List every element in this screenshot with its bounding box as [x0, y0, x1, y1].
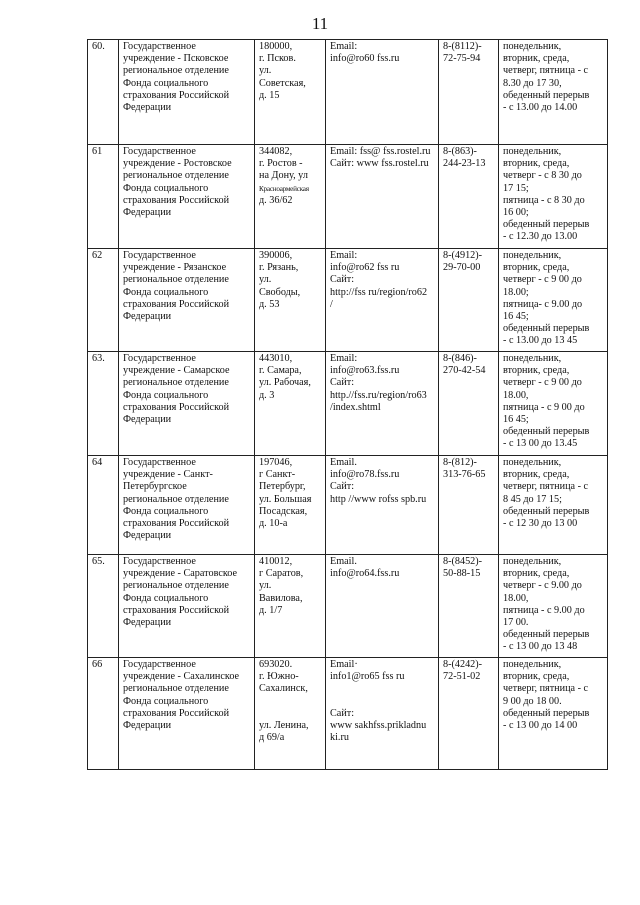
working-hours: понедельник, вторник, среда, четверг - с 8 30 до 17 15; пятница - с 8 30 до 16 00; обеденный перерыв - с 12.30 до 13.00 [499, 145, 608, 249]
row-number: 66 [88, 658, 119, 770]
contacts: Email. info@ro78.fss.ru Сайт: http //www rofss spb.ru [326, 456, 439, 555]
address: 197046, г Санкт- Петербург, ул. Большая Посадская, д. 10-а [255, 456, 326, 555]
address: 410012, г Саратов, ул. Вавилова, д. 1/7 [255, 555, 326, 658]
table-row [88, 555, 608, 658]
organization-name: Государственное учреждение - Санкт- Петербургское региональное отделение Фонда социального страхования Российской Федерации [119, 456, 255, 555]
organization-name: Государственное учреждение - Рязанское региональное отделение Фонда социального страхования Российской Федерации [119, 249, 255, 352]
address: 443010, г. Самара, ул. Рабочая, д. 3 [255, 352, 326, 456]
table-row [88, 352, 608, 456]
contacts: Email: info@ro62 fss ru Сайт: http://fss ru/region/ro62 / [326, 249, 439, 352]
organization-name: Государственное учреждение - Саратовское региональное отделение Фонда социального страхования Российской Федерации [119, 555, 255, 658]
row-number: 61 [88, 145, 119, 249]
row-number: 65. [88, 555, 119, 658]
address: 344082, г. Ростов - на Дону, ул Красноармейская д. 36/62 [255, 145, 326, 249]
contacts: Email: fss@ fss.rostel.ru Сайт: www fss.rostel.ru [326, 145, 439, 249]
phone: 8-(863)- 244-23-13 [439, 145, 499, 249]
organization-name: Государственное учреждение - Псковское региональное отделение Фонда социального страхования Российской Федерации [119, 40, 255, 145]
phone: 8-(8112)- 72-75-94 [439, 40, 499, 145]
address: 390006, г. Рязань, ул. Свободы, д. 53 [255, 249, 326, 352]
table-row [88, 40, 608, 145]
phone: 8-(846)- 270-42-54 [439, 352, 499, 456]
contacts: Email. info@ro64.fss.ru [326, 555, 439, 658]
page-number: 11 [311, 14, 329, 33]
working-hours: понедельник, вторник, среда, четверг - с 9 00 до 18.00; пятница- с 9.00 до 16 45; обеденный перерыв - с 13.00 до 13 45 [499, 249, 608, 352]
table-row [88, 249, 608, 352]
working-hours: понедельник, вторник, среда, четверг - с 9.00 до 18.00, пятница - с 9.00 до 17 00. обеденный перерыв - с 13 00 до 13 48 [499, 555, 608, 658]
address: 180000, г. Псков. ул. Советская, д. 15 [255, 40, 326, 145]
phone: 8-(812)- 313-76-65 [439, 456, 499, 555]
table-row [88, 456, 608, 555]
contacts: Email: info@ro63.fss.ru Сайт: http.//fss.ru/region/ro63 /index.shtml [326, 352, 439, 456]
table-row [88, 145, 608, 249]
address: 693020. г. Южно- Сахалинск, ул. Ленина, д 69/а [255, 658, 326, 770]
row-number: 60. [88, 40, 119, 145]
row-number: 62 [88, 249, 119, 352]
working-hours: понедельник, вторник, среда, четверг, пятница - с 8.30 до 17 30, обеденный перерыв - с 13.00 до 14.00 [499, 40, 608, 145]
row-number: 64 [88, 456, 119, 555]
working-hours: понедельник, вторник, среда, четверг, пятница - с 8 45 до 17 15; обеденный перерыв - с 12 30 до 13 00 [499, 456, 608, 555]
phone: 8-(4912)- 29-70-00 [439, 249, 499, 352]
organization-name: Государственное учреждение - Ростовское региональное отделение Фонда социального страхования Российской Федерации [119, 145, 255, 249]
address-street-condensed: Красноармейская [259, 184, 309, 193]
row-number: 63. [88, 352, 119, 456]
phone: 8-(4242)- 72-51-02 [439, 658, 499, 770]
regional-offices-table [87, 39, 608, 770]
organization-name: Государственное учреждение - Самарское региональное отделение Фонда социального страхования Российской Федерации [119, 352, 255, 456]
table-row [88, 658, 608, 770]
contacts: Email· info1@ro65 fss ru Сайт: www sakhfss.prikladnu ki.ru [326, 658, 439, 770]
working-hours: понедельник, вторник, среда, четверг - с 9 00 до 18.00, пятница - с 9 00 до 16 45; обеденный перерыв - с 13 00 до 13.45 [499, 352, 608, 456]
contacts: Email: info@ro60 fss.ru [326, 40, 439, 145]
organization-name: Государственное учреждение - Сахалинское региональное отделение Фонда социального страхования Российской Федерации [119, 658, 255, 770]
working-hours: понедельник, вторник, среда, четверг, пятница - с 9 00 до 18 00. обеденный перерыв - с 13 00 до 14 00 [499, 658, 608, 770]
phone: 8-(8452)- 50-88-15 [439, 555, 499, 658]
